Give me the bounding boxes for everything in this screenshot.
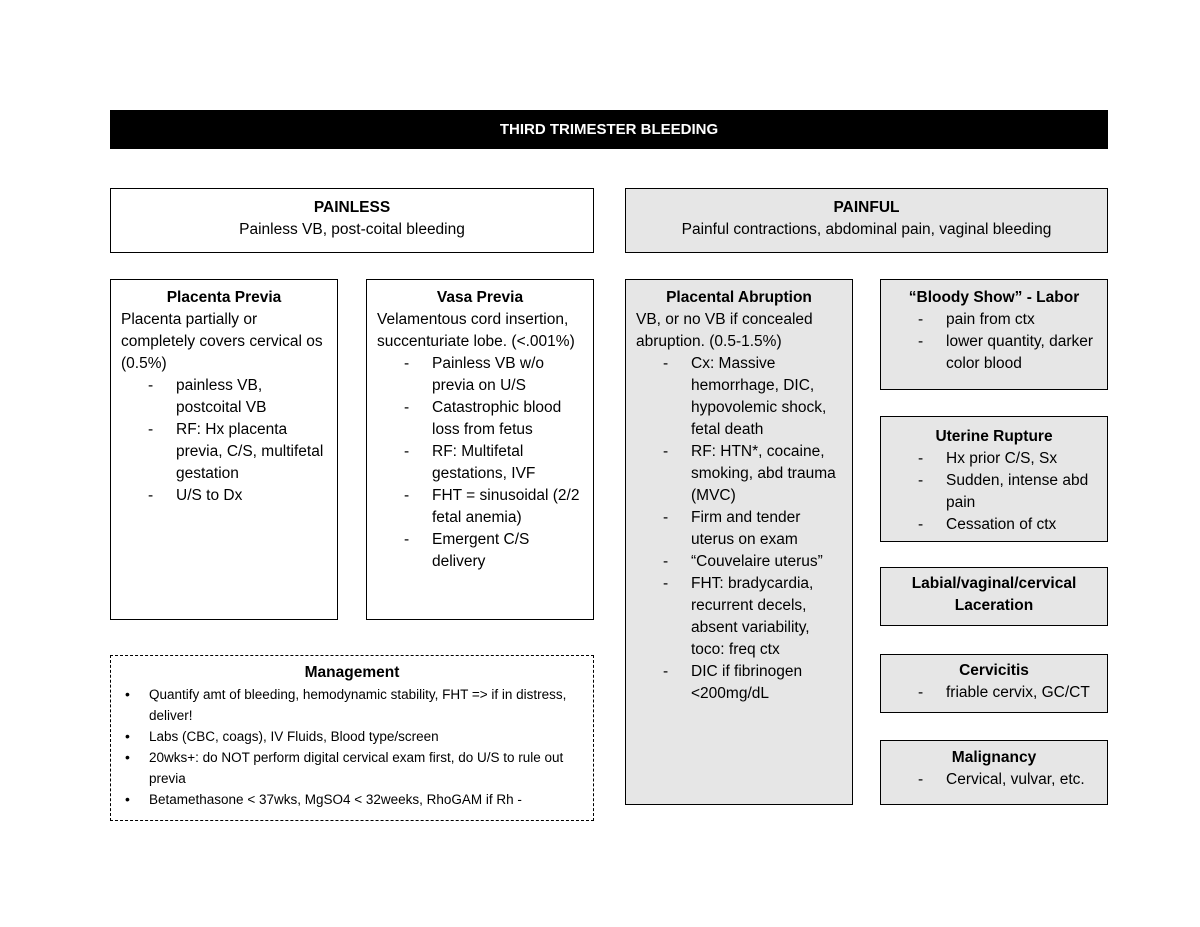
cervicitis-heading: Cervicitis bbox=[959, 662, 1029, 679]
placental-abruption-desc: VB, or no VB if concealed abruption. (0.5-1.5%) bbox=[636, 311, 813, 350]
list-item: - lower quantity, darker color blood bbox=[891, 331, 1097, 375]
management-box bbox=[110, 655, 594, 821]
placenta-previa-desc: Placenta partially or completely covers cervical os (0.5%) bbox=[121, 311, 323, 372]
list-item: - Firm and tender uterus on exam bbox=[636, 507, 842, 551]
list-item: - Sudden, intense abd pain bbox=[891, 470, 1097, 514]
list-item: - FHT = sinusoidal (2/2 fetal anemia) bbox=[377, 485, 583, 529]
list-item: - pain from ctx bbox=[891, 309, 1097, 331]
uterine-rupture-heading: Uterine Rupture bbox=[935, 428, 1053, 445]
list-item: • Betamethasone < 37wks, MgSO4 < 32weeks, RhoGAM if Rh - bbox=[121, 789, 583, 810]
placental-abruption-card bbox=[625, 279, 853, 805]
vasa-previa-desc: Velamentous cord insertion, succenturiate lobe. (<.001%) bbox=[377, 311, 575, 350]
placenta-previa-card bbox=[110, 279, 338, 620]
painless-subtitle: Painless VB, post-coital bleeding bbox=[239, 221, 465, 238]
list-item: - RF: Multifetal gestations, IVF bbox=[377, 441, 583, 485]
page-title: THIRD TRIMESTER BLEEDING bbox=[110, 110, 1108, 149]
management-heading: Management bbox=[304, 664, 400, 681]
list-item: - RF: Hx placenta previa, C/S, multifetal gestation bbox=[121, 419, 327, 485]
laceration-card bbox=[880, 567, 1108, 626]
painful-header bbox=[625, 188, 1108, 253]
placental-abruption-heading: Placental Abruption bbox=[666, 289, 812, 306]
list-item: - friable cervix, GC/CT bbox=[891, 682, 1097, 704]
list-item: - Painless VB w/o previa on U/S bbox=[377, 353, 583, 397]
list-item: • 20wks+: do NOT perform digital cervical exam first, do U/S to rule out previa bbox=[121, 747, 583, 789]
malignancy-heading: Malignancy bbox=[951, 749, 1037, 766]
placenta-previa-heading: Placenta Previa bbox=[166, 289, 282, 306]
list-item: - Cervical, vulvar, etc. bbox=[891, 769, 1097, 791]
list-item: - FHT: bradycardia, recurrent decels, absent variability, toco: freq ctx bbox=[636, 573, 842, 661]
list-item: - “Couvelaire uterus” bbox=[636, 551, 842, 573]
bloody-show-card bbox=[880, 279, 1108, 390]
list-item: - Cessation of ctx bbox=[891, 514, 1097, 536]
malignancy-card bbox=[880, 740, 1108, 805]
vasa-previa-heading: Vasa Previa bbox=[436, 289, 524, 306]
uterine-rupture-card bbox=[880, 416, 1108, 542]
painless-heading: PAINLESS bbox=[313, 199, 391, 216]
laceration-heading: Labial/vaginal/cervical Laceration bbox=[911, 575, 1077, 614]
list-item: - Cx: Massive hemorrhage, DIC, hypovolemic shock, fetal death bbox=[636, 353, 842, 441]
list-item: - DIC if fibrinogen <200mg/dL bbox=[636, 661, 842, 705]
list-item: • Quantify amt of bleeding, hemodynamic stability, FHT => if in distress, deliver! bbox=[121, 684, 583, 726]
list-item: - Emergent C/S delivery bbox=[377, 529, 583, 573]
list-item: - Catastrophic blood loss from fetus bbox=[377, 397, 583, 441]
painless-header bbox=[110, 188, 594, 253]
list-item: - painless VB, postcoital VB bbox=[121, 375, 327, 419]
painful-heading: PAINFUL bbox=[833, 199, 900, 216]
list-item: - RF: HTN*, cocaine, smoking, abd trauma (MVC) bbox=[636, 441, 842, 507]
list-item: - Hx prior C/S, Sx bbox=[891, 448, 1097, 470]
list-item: - U/S to Dx bbox=[121, 485, 327, 507]
cervicitis-card bbox=[880, 654, 1108, 713]
list-item: • Labs (CBC, coags), IV Fluids, Blood type/screen bbox=[121, 726, 583, 747]
bloody-show-heading: “Bloody Show” - Labor bbox=[908, 289, 1080, 306]
painful-subtitle: Painful contractions, abdominal pain, vaginal bleeding bbox=[681, 221, 1052, 238]
vasa-previa-card bbox=[366, 279, 594, 620]
